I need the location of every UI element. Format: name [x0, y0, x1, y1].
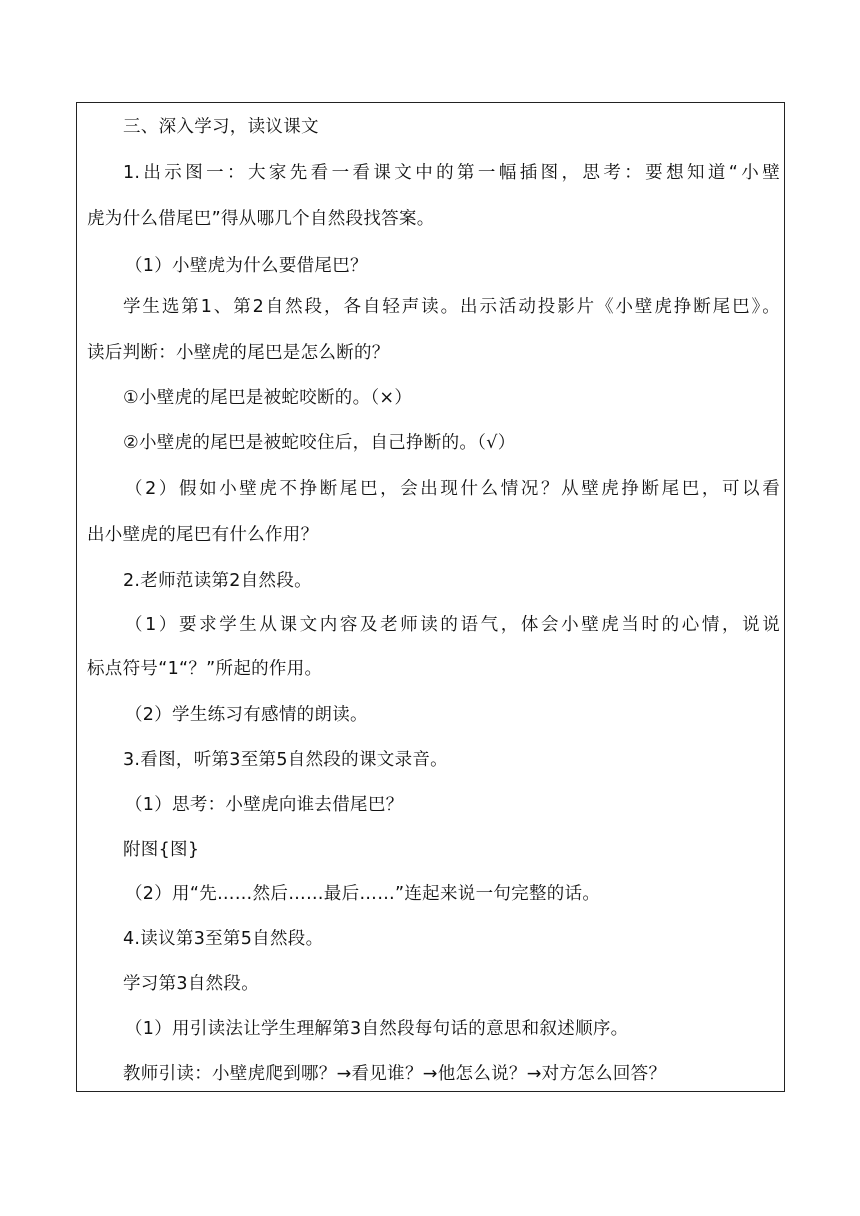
paragraph-line: 虎为什么借尾巴”得从哪几个自然段找答案。 [87, 209, 435, 229]
paragraph-line: （2）用“先……然后……最后……”连起来说一句完整的话。 [125, 884, 601, 904]
paragraph-line: 出小壁虎的尾巴有什么作用？ [87, 525, 319, 545]
paragraph-line: 4.读议第3至第5自然段。 [123, 929, 324, 949]
paragraph-line: 标点符号“1“？”所起的作用。 [87, 659, 323, 679]
paragraph-line: 读后判断：小壁虎的尾巴是怎么断的？ [87, 343, 390, 363]
paragraph-line: （2）假如小壁虎不挣断尾巴，会出现什么情况？从壁虎挣断尾巴，可以看 [125, 479, 780, 499]
paragraph-line: 1.出示图一：大家先看一看课文中的第一幅插图，思考：要想知道“小壁 [123, 163, 780, 183]
paragraph-line: 学习第3自然段。 [123, 974, 260, 994]
paragraph-line: ①小壁虎的尾巴是被蛇咬断的。（×） [123, 388, 413, 408]
paragraph-line: （1）思考：小壁虎向谁去借尾巴？ [125, 795, 404, 815]
lesson-table-cell [76, 102, 785, 1092]
paragraph-line: （2）学生练习有感情的朗读。 [125, 705, 368, 725]
paragraph-line: 学生选第1、第2自然段，各自轻声读。出示活动投影片《小壁虎挣断尾巴》。 [123, 297, 780, 317]
paragraph-line: 教师引读：小壁虎爬到哪？→看见谁？→他怎么说？→对方怎么回答？ [123, 1064, 667, 1084]
paragraph-line: （1）小壁虎为什么要借尾巴？ [125, 256, 368, 276]
paragraph-line: 2.老师范读第2自然段。 [123, 571, 312, 591]
section-heading: 三、深入学习，读议课文 [123, 117, 319, 137]
paragraph-line: 附图{图} [123, 840, 200, 860]
paragraph-line: （1）用引读法让学生理解第3自然段每句话的意思和叙述顺序。 [125, 1019, 629, 1039]
paragraph-line: ②小壁虎的尾巴是被蛇咬住后，自己挣断的。（√） [123, 433, 516, 453]
paragraph-line: （1）要求学生从课文内容及老师读的语气，体会小壁虎当时的心情，说说 [125, 615, 780, 635]
paragraph-line: 3.看图，听第3至第5自然段的课文录音。 [123, 750, 448, 770]
